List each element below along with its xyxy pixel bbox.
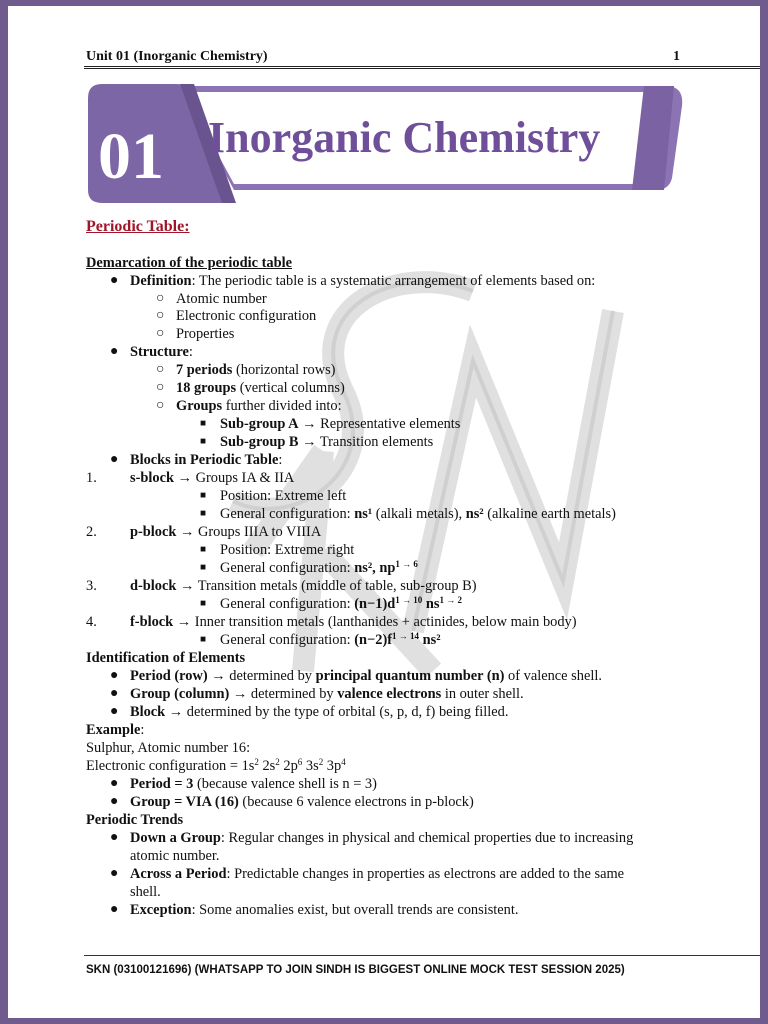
structure-line: Structure: bbox=[130, 344, 193, 360]
d-block-config: General configuration: $(n-1)d^{1 \to 10}$ $ns^{1 \to 2}$ bbox=[220, 595, 462, 612]
down-group-line-cont: atomic number. bbox=[130, 848, 220, 864]
f-block-config: General configuration: $(n-2)f^{1 \to 14}$ ns² bbox=[220, 631, 441, 648]
exception-line: Exception: Some anomalies exist, but overall trends are consistent. bbox=[130, 902, 519, 918]
d-block-line: d-block → Transition metals (middle of table, sub-group B) bbox=[130, 578, 477, 594]
periods-line: 7 periods (horizontal rows) bbox=[176, 362, 336, 378]
bullet-icon: ● bbox=[110, 902, 119, 917]
square-bullet-icon: ■ bbox=[200, 634, 207, 645]
bullet-icon: ● bbox=[110, 452, 119, 467]
p-block-line: p-block → Groups IIIA to VIIIA bbox=[130, 524, 322, 540]
blocks-heading: Blocks in Periodic Table: bbox=[130, 452, 283, 468]
example-config: Electronic configuration = $1s^2$ $2s^2$ $2p^6$ $3s^2$ $3p^4$ bbox=[86, 757, 346, 774]
s-block-position: Position: Extreme left bbox=[220, 488, 347, 504]
square-bullet-icon: ■ bbox=[200, 436, 207, 447]
bullet-icon: ● bbox=[110, 668, 119, 683]
square-bullet-icon: ■ bbox=[200, 544, 207, 555]
example-sulphur: Sulphur, Atomic number 16: bbox=[86, 740, 251, 756]
p-block-config: General configuration: ns², $np^{1 \to 6}$ bbox=[220, 559, 418, 576]
definition-item: Electronic configuration bbox=[176, 308, 317, 324]
block-number: 1. bbox=[86, 470, 97, 486]
example-heading: Example: bbox=[86, 722, 145, 738]
section-title: Periodic Table: bbox=[86, 218, 190, 235]
square-bullet-icon: ■ bbox=[200, 508, 207, 519]
groups-divided-line: Groups further divided into: bbox=[176, 398, 342, 414]
bullet-icon: ● bbox=[110, 776, 119, 791]
circle-bullet-icon: ○ bbox=[156, 308, 165, 323]
definition-item: Atomic number bbox=[176, 291, 267, 307]
subgroup-a-line: Sub-group A → Representative elements bbox=[220, 416, 461, 432]
circle-bullet-icon: ○ bbox=[156, 362, 165, 377]
groups-line: 18 groups (vertical columns) bbox=[176, 380, 345, 396]
s-block-config: General configuration: ns¹ (alkali metals), ns² (alkaline earth metals) bbox=[220, 506, 616, 522]
bullet-icon: ● bbox=[110, 794, 119, 809]
square-bullet-icon: ■ bbox=[200, 598, 207, 609]
bullet-icon: ● bbox=[110, 830, 119, 845]
page-number: 1 bbox=[673, 49, 680, 64]
bullet-icon: ● bbox=[110, 344, 119, 359]
document-page bbox=[8, 6, 760, 1018]
footer-text: SKN (03100121696) (WHATSAPP TO JOIN SINDH IS BIGGEST ONLINE MOCK TEST SESSION 2025) bbox=[86, 964, 625, 976]
f-block-line: f-block → Inner transition metals (lanthanides + actinides, below main body) bbox=[130, 614, 577, 630]
block-number: 4. bbox=[86, 614, 97, 630]
demarcation-heading: Demarcation of the periodic table bbox=[86, 255, 292, 271]
definition-line: Definition: The periodic table is a systematic arrangement of elements based on: bbox=[130, 273, 596, 289]
across-period-line-cont: shell. bbox=[130, 884, 161, 900]
banner-number: 01 bbox=[98, 120, 164, 193]
p-block-position: Position: Extreme right bbox=[220, 542, 355, 558]
trends-heading: Periodic Trends bbox=[86, 812, 184, 828]
group-column-line: Group (column) → determined by valence electrons in outer shell. bbox=[130, 686, 524, 702]
square-bullet-icon: ■ bbox=[200, 490, 207, 501]
bullet-icon: ● bbox=[110, 686, 119, 701]
footer-rule bbox=[84, 955, 760, 956]
bullet-icon: ● bbox=[110, 704, 119, 719]
bullet-icon: ● bbox=[110, 866, 119, 881]
across-period-line: Across a Period: Predictable changes in properties as electrons are added to the same bbox=[130, 866, 625, 882]
block-line: Block → determined by the type of orbital (s, p, d, f) being filled. bbox=[130, 704, 509, 720]
definition-item: Properties bbox=[176, 326, 235, 342]
circle-bullet-icon: ○ bbox=[156, 326, 165, 341]
square-bullet-icon: ■ bbox=[200, 418, 207, 429]
header-title: Unit 01 (Inorganic Chemistry) bbox=[86, 49, 268, 64]
down-group-line: Down a Group: Regular changes in physical and chemical properties due to increasing bbox=[130, 830, 634, 846]
block-number: 3. bbox=[86, 578, 97, 594]
block-number: 2. bbox=[86, 524, 97, 540]
example-period: Period = 3 (because valence shell is n = 3) bbox=[130, 776, 377, 792]
circle-bullet-icon: ○ bbox=[156, 291, 165, 306]
circle-bullet-icon: ○ bbox=[156, 380, 165, 395]
banner-title: Inorganic Chemistry bbox=[208, 113, 601, 162]
identification-heading: Identification of Elements bbox=[86, 650, 246, 666]
s-block-line: s-block → Groups IA & IIA bbox=[130, 470, 295, 486]
square-bullet-icon: ■ bbox=[200, 562, 207, 573]
subgroup-b-line: Sub-group B → Transition elements bbox=[220, 434, 434, 450]
example-group: Group = VIA (16) (because 6 valence electrons in p-block) bbox=[130, 794, 474, 810]
circle-bullet-icon: ○ bbox=[156, 398, 165, 413]
period-row-line: Period (row) → determined by principal quantum number (n) of valence shell. bbox=[130, 668, 602, 684]
bullet-icon: ● bbox=[110, 273, 119, 288]
